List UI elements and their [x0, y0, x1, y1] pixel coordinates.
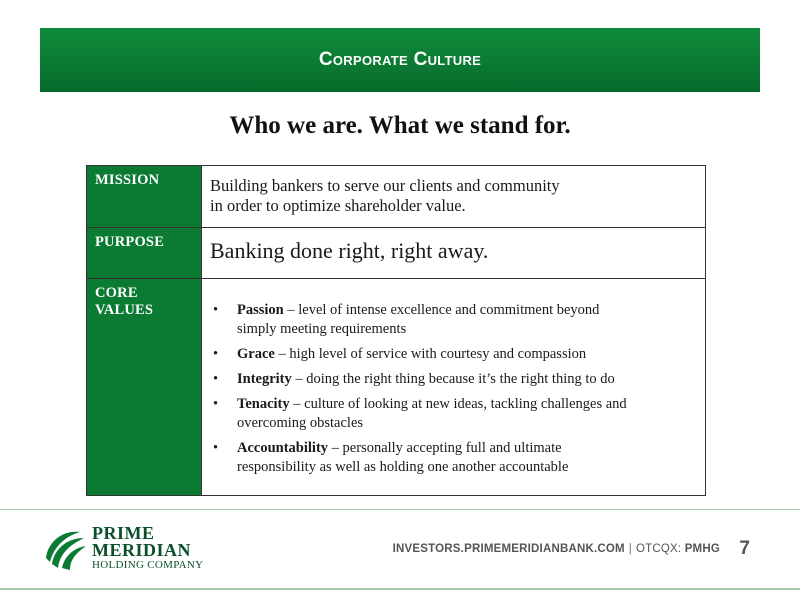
mission-line-1: Building bankers to serve our clients and community: [210, 176, 560, 195]
logo-wordmark: [92, 525, 203, 571]
logo-line-1: PRIME: [92, 523, 155, 543]
value-term: Grace: [237, 346, 275, 362]
bullet-icon: •: [213, 302, 219, 318]
footer-info: [393, 543, 720, 555]
culture-table: [86, 165, 706, 496]
bullet-icon: •: [213, 440, 219, 456]
purpose-row: [87, 227, 705, 278]
value-term: Integrity: [237, 371, 292, 387]
bullet-icon: •: [213, 396, 219, 412]
value-desc: – level of intense excellence and commitment beyond: [283, 302, 600, 318]
core-values-content: [201, 279, 705, 495]
investor-url-link[interactable]: INVESTORS.PRIMEMERIDIANBANK.COM: [392, 543, 625, 555]
value-term: Passion: [237, 302, 284, 318]
value-item-accountability: [210, 439, 697, 477]
purpose-label: PURPOSE: [87, 228, 201, 278]
company-logo: [40, 524, 210, 574]
mission-label: MISSION: [87, 166, 201, 227]
value-desc: – high level of service with courtesy and compassion: [274, 346, 587, 362]
value-desc: – personally accepting full and ultimate: [328, 440, 562, 456]
value-item-grace: [210, 345, 697, 364]
value-desc-cont: overcoming obstacles: [237, 415, 364, 431]
ticker-symbol: PMHG: [684, 543, 720, 555]
logo-line-3: HOLDING COMPANY: [92, 559, 204, 571]
core-values-label-line-1: CORE: [95, 285, 138, 301]
footer-separator: |: [628, 543, 632, 555]
mission-content: [201, 166, 705, 227]
mission-line-2: in order to optimize shareholder value.: [210, 196, 466, 215]
value-item-passion: [210, 301, 697, 339]
mission-text: [210, 176, 697, 216]
value-item-tenacity: [210, 395, 697, 433]
slide-title: Corporate Culture: [318, 49, 482, 70]
value-desc: – doing the right thing because it’s the right thing to do: [291, 371, 615, 387]
value-desc-cont: responsibility as well as holding one another accountable: [237, 459, 569, 475]
slide-subtitle: Who we are. What we stand for.: [229, 112, 571, 139]
leaf-stripes-icon: [40, 524, 88, 572]
core-values-label-line-2: VALUES: [95, 302, 154, 318]
core-values-list: [210, 289, 697, 477]
bullet-icon: •: [213, 371, 219, 387]
purpose-content: [201, 228, 705, 278]
footer-divider-top: [0, 509, 800, 510]
bullet-icon: •: [213, 346, 219, 362]
footer-divider-bottom: [0, 588, 800, 590]
value-item-integrity: [210, 370, 697, 389]
header-bar: [40, 28, 760, 92]
core-values-row: [87, 278, 705, 495]
purpose-text: Banking done right, right away.: [210, 238, 489, 263]
core-values-label: [87, 279, 201, 495]
page-number: 7: [739, 538, 750, 559]
value-desc: – culture of looking at new ideas, tackling challenges and: [289, 396, 627, 412]
logo-line-2: MERIDIAN: [92, 540, 192, 560]
value-term: Accountability: [237, 440, 329, 456]
value-desc-cont: simply meeting requirements: [237, 321, 407, 337]
mission-row: [87, 166, 705, 227]
ticker-prefix: OTCQX:: [635, 543, 682, 555]
value-term: Tenacity: [237, 396, 290, 412]
